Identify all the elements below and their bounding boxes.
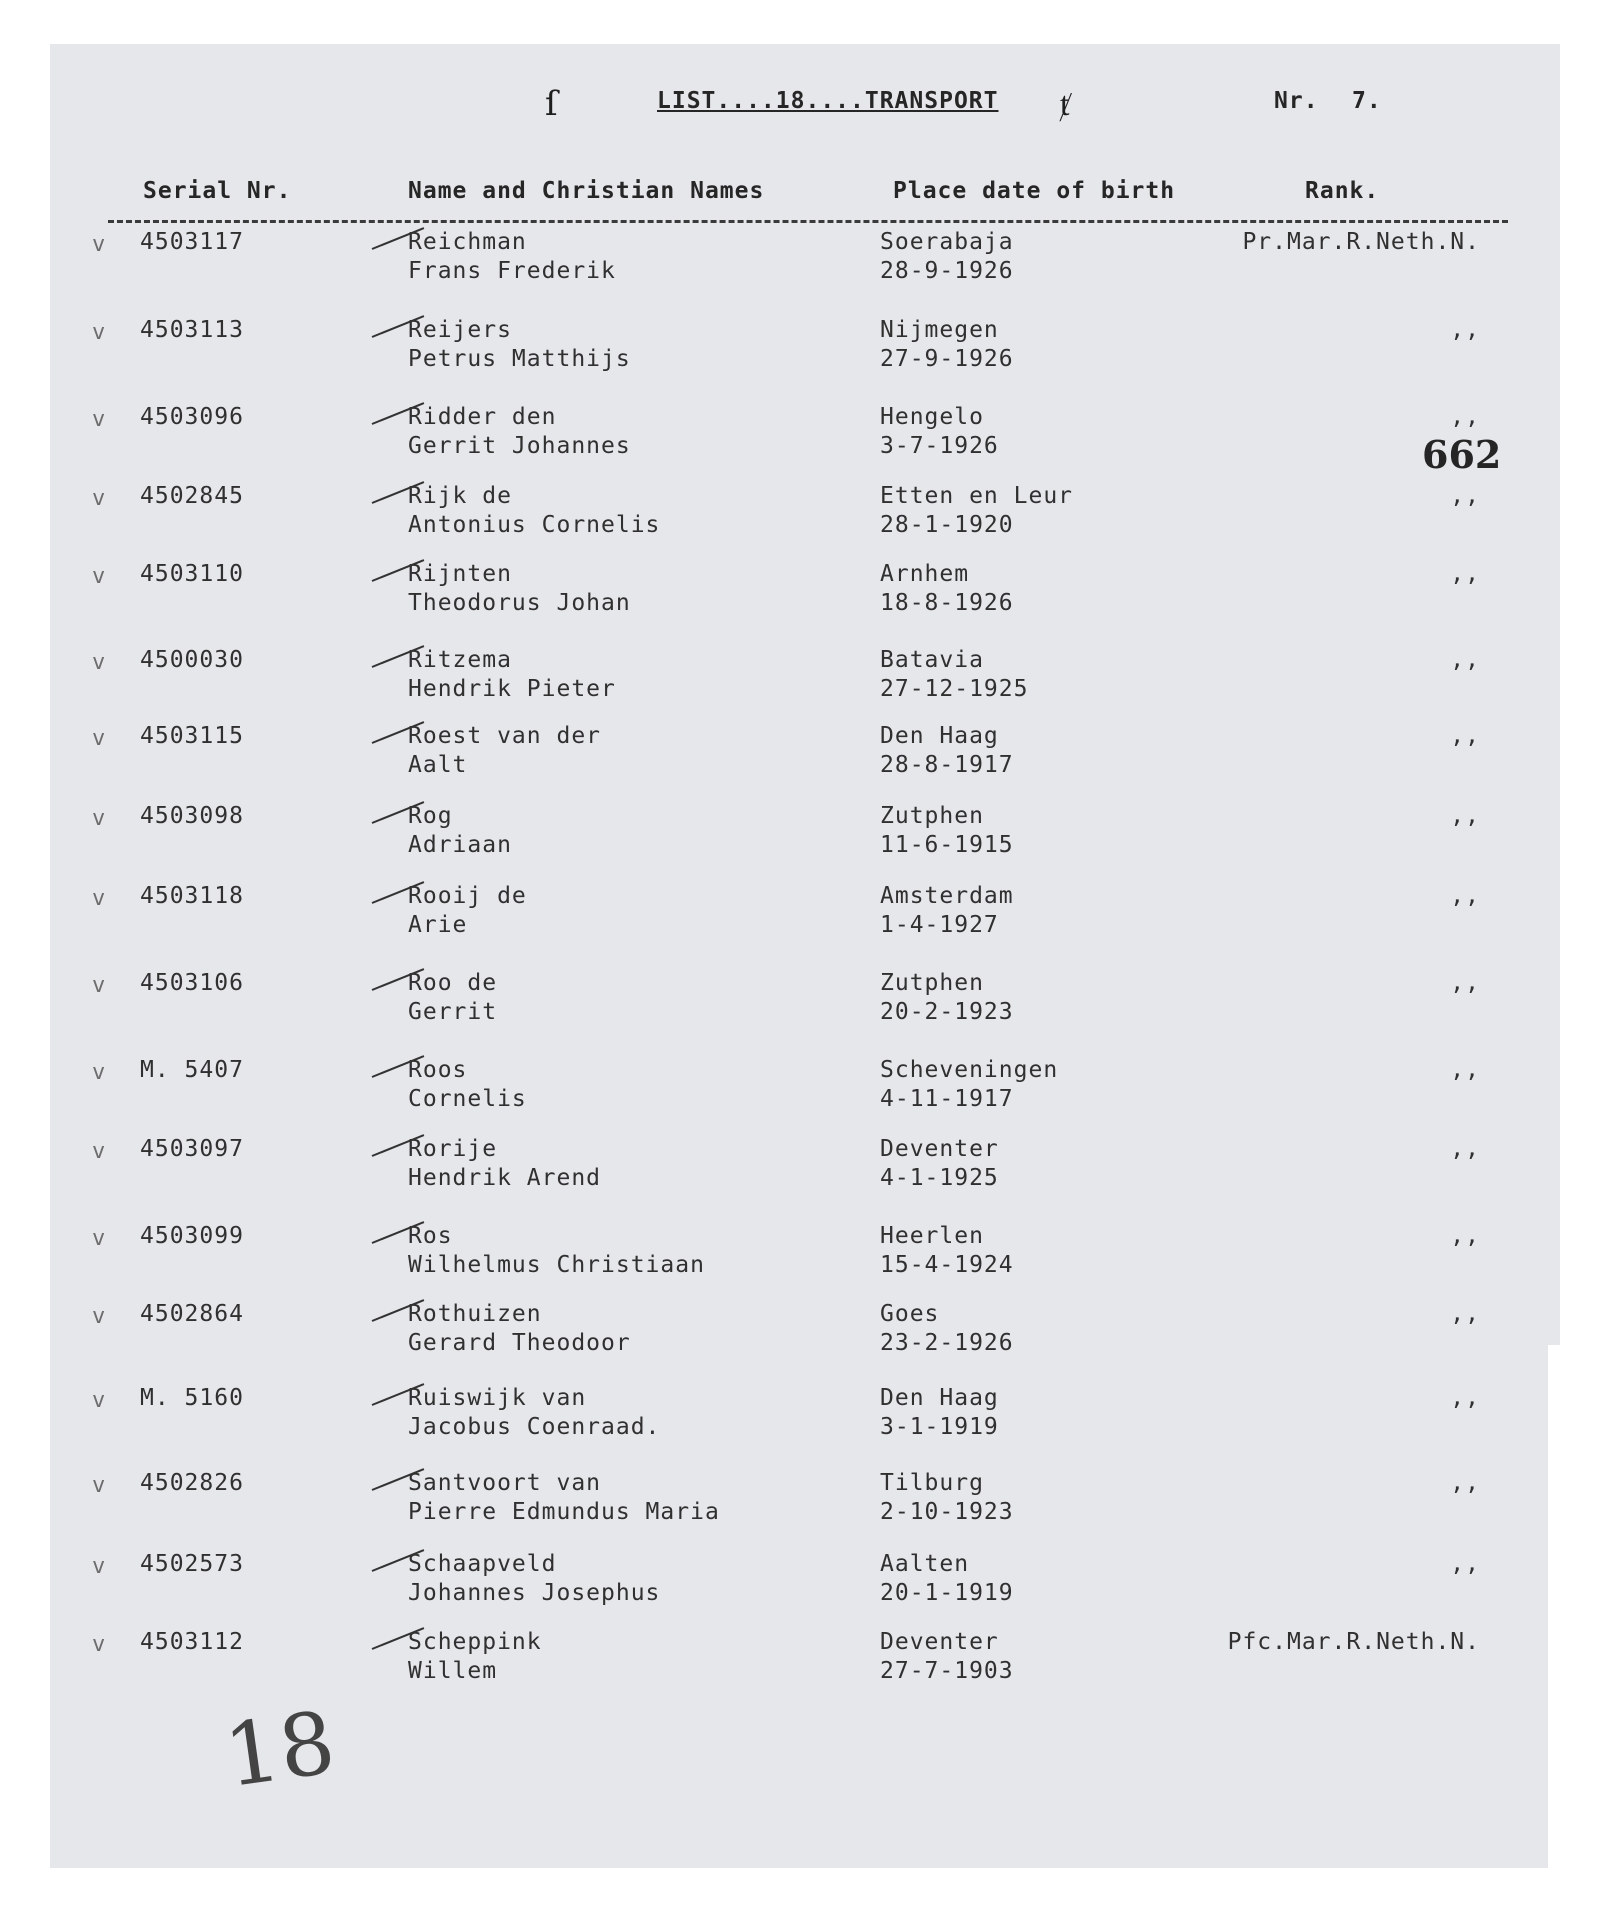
rank: ,,: [1450, 1385, 1480, 1411]
birth-place: Aalten: [880, 1551, 970, 1577]
check-mark: v: [92, 973, 107, 998]
birth-place-date: [880, 646, 1028, 704]
serial-number: 4503106: [140, 970, 244, 996]
person-name: [408, 482, 660, 540]
given-names: Adriaan: [408, 832, 512, 858]
birth-place: Tilburg: [880, 1470, 984, 1496]
birth-place: Nijmegen: [880, 317, 999, 343]
serial-number: M. 5160: [140, 1385, 244, 1411]
rank: ,,: [1450, 1223, 1480, 1249]
pen-mark: ſ: [545, 84, 558, 124]
birth-place: Batavia: [880, 647, 984, 673]
table-row: [0, 1222, 1600, 1292]
surname: Rothuizen: [408, 1301, 542, 1327]
birth-date: 27-7-1903: [880, 1658, 1014, 1684]
rank: ,,: [1450, 1057, 1480, 1083]
rank: ,,: [1450, 404, 1480, 430]
given-names: Gerard Theodoor: [408, 1330, 631, 1356]
person-name: [408, 1056, 527, 1114]
given-names: Petrus Matthijs: [408, 346, 631, 372]
birth-date: 3-7-1926: [880, 433, 999, 459]
check-mark: v: [92, 1226, 107, 1251]
surname: Rijk de: [408, 483, 512, 509]
rank: ,,: [1450, 970, 1480, 996]
person-name: [408, 1550, 660, 1608]
table-row: [0, 802, 1600, 872]
rank: ,,: [1450, 483, 1480, 509]
surname: Roo de: [408, 970, 498, 996]
given-names: Aalt: [408, 752, 468, 778]
person-name: [408, 1628, 542, 1686]
birth-place-date: [880, 560, 1014, 618]
handwritten-number: 18: [218, 1692, 341, 1808]
birth-place-date: [880, 1628, 1014, 1686]
surname: Rooij de: [408, 883, 527, 909]
person-name: [408, 969, 497, 1027]
person-name: [408, 228, 616, 286]
birth-place-date: [880, 969, 1014, 1027]
person-name: [408, 403, 631, 461]
given-names: Frans Frederik: [408, 258, 616, 284]
birth-place-date: [880, 882, 1014, 940]
surname: Rog: [408, 803, 453, 829]
margin-number: 662: [1422, 432, 1502, 477]
rank: ,,: [1450, 803, 1480, 829]
birth-place-date: [880, 1056, 1058, 1114]
check-mark: v: [92, 726, 107, 751]
check-mark: v: [92, 650, 107, 675]
person-name: [408, 646, 616, 704]
birth-place-date: [880, 403, 999, 461]
table-row: [0, 1056, 1600, 1126]
given-names: Antonius Cornelis: [408, 512, 661, 538]
birth-place: Den Haag: [880, 723, 999, 749]
person-name: [408, 1384, 660, 1442]
table-row: [0, 228, 1600, 298]
person-name: [408, 1222, 705, 1280]
column-header-serial: Serial Nr.: [143, 178, 292, 204]
check-mark: v: [92, 1060, 107, 1085]
birth-date: 20-2-1923: [880, 999, 1014, 1025]
birth-place: Hengelo: [880, 404, 984, 430]
person-name: [408, 316, 631, 374]
serial-number: 4502826: [140, 1470, 244, 1496]
check-mark: v: [92, 886, 107, 911]
birth-date: 3-1-1919: [880, 1414, 999, 1440]
surname: Reichman: [408, 229, 527, 255]
birth-place: Goes: [880, 1301, 940, 1327]
table-row: [0, 1550, 1600, 1620]
page-number-value: 7.: [1352, 88, 1382, 114]
birth-date: 27-9-1926: [880, 346, 1014, 372]
birth-place-date: [880, 1222, 1014, 1280]
check-mark: v: [92, 486, 107, 511]
table-row: [0, 646, 1600, 716]
surname: Scheppink: [408, 1629, 542, 1655]
header-divider: [108, 220, 1508, 223]
given-names: Gerrit Johannes: [408, 433, 631, 459]
rank: Pr.Mar.R.Neth.N.: [1242, 229, 1480, 255]
birth-date: 15-4-1924: [880, 1252, 1014, 1278]
surname: Santvoort van: [408, 1470, 602, 1496]
surname: Rorije: [408, 1136, 498, 1162]
rank: ,,: [1450, 1551, 1480, 1577]
rank: ,,: [1450, 561, 1480, 587]
column-header-place: Place date of birth: [893, 178, 1176, 204]
serial-number: 4503118: [140, 883, 244, 909]
given-names: Pierre Edmundus Maria: [408, 1499, 720, 1525]
surname: Schaapveld: [408, 1551, 557, 1577]
column-header-rank: Rank.: [1305, 178, 1380, 204]
serial-number: 4503096: [140, 404, 244, 430]
birth-date: 28-9-1926: [880, 258, 1014, 284]
check-mark: v: [92, 232, 107, 257]
given-names: Jacobus Coenraad.: [408, 1414, 661, 1440]
serial-number: 4500030: [140, 647, 244, 673]
table-row: [0, 1469, 1600, 1539]
birth-place: Etten en Leur: [880, 483, 1074, 509]
given-names: Hendrik Pieter: [408, 676, 616, 702]
surname: Ridder den: [408, 404, 557, 430]
check-mark: v: [92, 1304, 107, 1329]
rank: ,,: [1450, 317, 1480, 343]
table-row: [0, 482, 1600, 552]
table-row: [0, 1628, 1600, 1698]
birth-place: Soerabaja: [880, 229, 1014, 255]
table-row: [0, 403, 1600, 473]
person-name: [408, 560, 631, 618]
birth-place-date: [880, 316, 1014, 374]
rank: ,,: [1450, 1470, 1480, 1496]
birth-date: 4-1-1925: [880, 1165, 999, 1191]
birth-place-date: [880, 1300, 1014, 1358]
list-title: LIST....18....TRANSPORT: [657, 88, 999, 114]
given-names: Hendrik Arend: [408, 1165, 602, 1191]
given-names: Theodorus Johan: [408, 590, 631, 616]
check-mark: v: [92, 320, 107, 345]
birth-date: 20-1-1919: [880, 1580, 1014, 1606]
birth-date: 28-1-1920: [880, 512, 1014, 538]
birth-date: 11-6-1915: [880, 832, 1014, 858]
birth-place: Amsterdam: [880, 883, 1014, 909]
birth-place-date: [880, 1135, 999, 1193]
serial-number: 4503099: [140, 1223, 244, 1249]
birth-date: 28-8-1917: [880, 752, 1014, 778]
birth-date: 18-8-1926: [880, 590, 1014, 616]
birth-place: Deventer: [880, 1136, 999, 1162]
surname: Ros: [408, 1223, 453, 1249]
birth-place-date: [880, 1550, 1014, 1608]
check-mark: v: [92, 1139, 107, 1164]
birth-place-date: [880, 482, 1073, 540]
person-name: [408, 722, 601, 780]
birth-place: Heerlen: [880, 1223, 984, 1249]
serial-number: 4503113: [140, 317, 244, 343]
serial-number: 4503098: [140, 803, 244, 829]
table-row: [0, 969, 1600, 1039]
rank: ,,: [1450, 1136, 1480, 1162]
birth-place: Arnhem: [880, 561, 970, 587]
person-name: [408, 802, 512, 860]
given-names: Cornelis: [408, 1086, 527, 1112]
check-mark: v: [92, 407, 107, 432]
page-number-label: Nr.: [1274, 88, 1319, 114]
birth-date: 27-12-1925: [880, 676, 1029, 702]
table-row: [0, 1135, 1600, 1205]
table-row: [0, 1384, 1600, 1454]
birth-place-date: [880, 722, 1014, 780]
serial-number: 4503110: [140, 561, 244, 587]
column-header-name: Name and Christian Names: [408, 178, 765, 204]
check-mark: v: [92, 1554, 107, 1579]
serial-number: 4502573: [140, 1551, 244, 1577]
birth-place-date: [880, 1469, 1014, 1527]
rank: Pfc.Mar.R.Neth.N.: [1227, 1629, 1480, 1655]
surname: Roos: [408, 1057, 468, 1083]
birth-place: Den Haag: [880, 1385, 999, 1411]
birth-place-date: [880, 1384, 999, 1442]
birth-date: 2-10-1923: [880, 1499, 1014, 1525]
given-names: Johannes Josephus: [408, 1580, 661, 1606]
birth-place-date: [880, 228, 1014, 286]
serial-number: 4503112: [140, 1629, 244, 1655]
person-name: [408, 1135, 601, 1193]
rank: ,,: [1450, 1301, 1480, 1327]
surname: Roest van der: [408, 723, 602, 749]
table-row: [0, 560, 1600, 630]
birth-place: Zutphen: [880, 803, 984, 829]
surname: Reijers: [408, 317, 512, 343]
rank: ,,: [1450, 883, 1480, 909]
check-mark: v: [92, 1473, 107, 1498]
surname: Ruiswijk van: [408, 1385, 587, 1411]
check-mark: v: [92, 564, 107, 589]
birth-date: 4-11-1917: [880, 1086, 1014, 1112]
serial-number: M. 5407: [140, 1057, 244, 1083]
birth-place: Deventer: [880, 1629, 999, 1655]
check-mark: v: [92, 1388, 107, 1413]
table-row: [0, 882, 1600, 952]
given-names: Wilhelmus Christiaan: [408, 1252, 705, 1278]
surname: Rijnten: [408, 561, 512, 587]
person-name: [408, 882, 527, 940]
given-names: Gerrit: [408, 999, 498, 1025]
table-row: [0, 1300, 1600, 1370]
serial-number: 4503097: [140, 1136, 244, 1162]
birth-place: Scheveningen: [880, 1057, 1059, 1083]
table-row: [0, 316, 1600, 386]
surname: Ritzema: [408, 647, 512, 673]
serial-number: 4503115: [140, 723, 244, 749]
birth-date: 23-2-1926: [880, 1330, 1014, 1356]
rank: ,,: [1450, 723, 1480, 749]
person-name: [408, 1300, 631, 1358]
serial-number: 4502864: [140, 1301, 244, 1327]
check-mark: v: [92, 806, 107, 831]
pen-mark: ⱦ: [1060, 84, 1070, 124]
table-row: [0, 722, 1600, 792]
person-name: [408, 1469, 720, 1527]
birth-place: Zutphen: [880, 970, 984, 996]
birth-date: 1-4-1927: [880, 912, 999, 938]
birth-place-date: [880, 802, 1014, 860]
given-names: Arie: [408, 912, 468, 938]
serial-number: 4503117: [140, 229, 244, 255]
given-names: Willem: [408, 1658, 498, 1684]
rank: ,,: [1450, 647, 1480, 673]
check-mark: v: [92, 1632, 107, 1657]
serial-number: 4502845: [140, 483, 244, 509]
